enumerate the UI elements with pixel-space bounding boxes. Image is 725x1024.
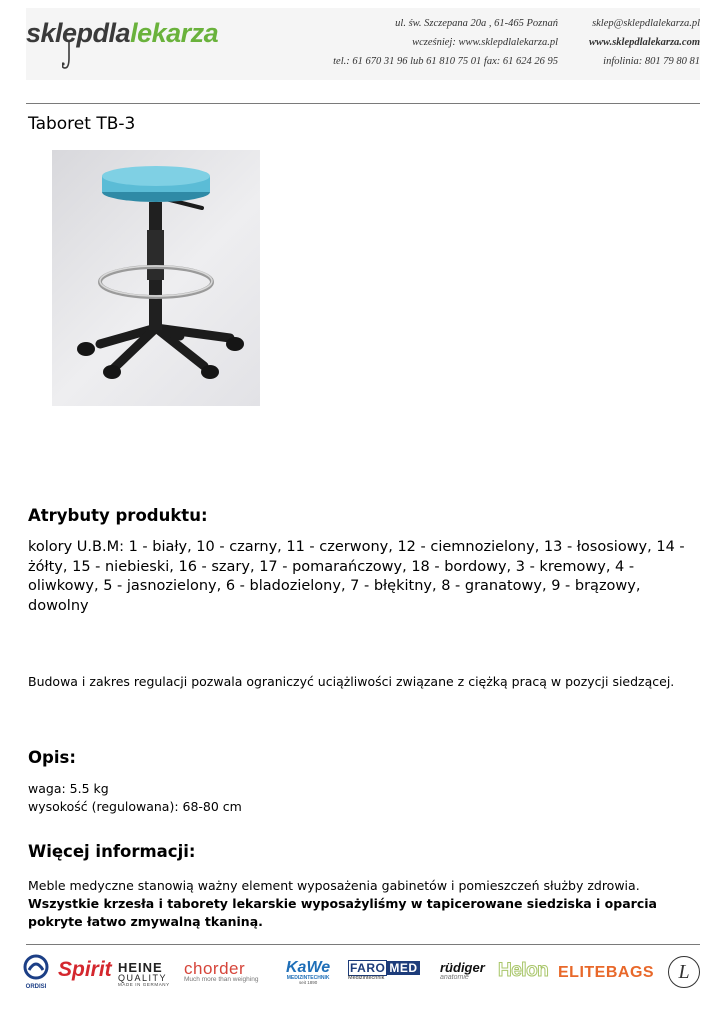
brand-kawe[interactable] (286, 960, 330, 986)
phone-fax-line: tel.: 61 670 31 96 lub 61 810 75 01 fax: 61 624 26 95 (333, 56, 558, 67)
brand-heine[interactable] (118, 961, 170, 988)
brand-kawe-name: KaWe (286, 959, 331, 976)
brand-helon[interactable]: Helon (498, 960, 549, 981)
stool-illustration (52, 150, 260, 406)
spec-weight: waga: 5.5 kg (28, 781, 109, 796)
brand-faromed-name2: MED (389, 961, 418, 975)
shop-logo[interactable] (26, 20, 218, 47)
brand-heine-name: HEINE (118, 960, 163, 975)
logo-part-sklep: sklep (26, 18, 93, 48)
brand-chorder[interactable] (184, 960, 258, 984)
brand-faromed-name: FARO (350, 961, 386, 975)
logo-part-dla: dla (92, 18, 131, 48)
former-website-line: wcześniej: www.sklepdlalekarza.pl (412, 37, 558, 48)
brand-rudiger-name: rüdiger (440, 960, 485, 975)
more-info-text: Meble medyczne stanowią ważny element wyposażenia gabinetów i pomieszczeń służby zdrowia. (28, 878, 640, 893)
brand-spirit[interactable]: Spirit (58, 958, 112, 981)
contact-address-block (333, 14, 558, 71)
brand-littmann[interactable]: L (668, 956, 700, 988)
brand-chorder-tagline: Much more than weighing (184, 976, 259, 983)
brand-heine-quality: QUALITY (118, 973, 168, 983)
brand-heine-tag: MADE IN GERMANY (118, 982, 170, 987)
email-link[interactable]: sklep@sklepdlalekarza.pl (592, 18, 700, 29)
contact-online-block (589, 14, 700, 71)
product-image (52, 150, 260, 406)
stethoscope-icon (62, 42, 76, 72)
product-title: Taboret TB-3 (28, 114, 136, 134)
hotline-line: infolinia: 801 79 80 81 (603, 56, 700, 67)
brand-rudiger-sub: anatomie (440, 974, 469, 981)
intro-paragraph: Budowa i zakres regulacji pozwala ograniczyć uciążliwości związane z ciężką pracą w pozycji siedzącej. (28, 674, 675, 689)
brand-kawe-tag: seit 1890 (298, 980, 318, 985)
brand-chorder-name: chorder (184, 959, 246, 978)
spec-height: wysokość (regulowana): 68-80 cm (28, 799, 242, 814)
description-heading: Opis: (28, 748, 76, 767)
brand-kawe-sub: MEDIZINTECHNIK (286, 975, 330, 981)
footer-divider (26, 944, 700, 945)
address-line: ul. św. Szczepana 20a , 61-465 Poznań (395, 18, 558, 29)
brand-logos-strip (22, 952, 702, 998)
header-divider (26, 103, 700, 104)
logo-part-lekarza: lekarza (130, 18, 219, 48)
ordisi-icon (23, 954, 49, 980)
brand-rudiger[interactable] (440, 961, 485, 981)
website-link[interactable]: www.sklepdlalekarza.com (588, 37, 700, 48)
more-info-heading: Więcej informacji: (28, 842, 196, 861)
page-header (26, 8, 700, 80)
attributes-colors: kolory U.B.M: 1 - biały, 10 - czarny, 11 - czerwony, 12 - ciemnozielony, 13 - łososiowy, 14 - żółty, 15 - niebieski, 16 - szary, 17 - pomarańczowy, 18 - bordowy, 3 - kremowy, 4 - oliwkowy, 5 - jasnozielony, 6 - bladozielony, 7 - błękitny, 8 - granatowy, 9 - brązowy, dowolny (28, 539, 685, 614)
brand-ordisi[interactable] (22, 954, 50, 990)
more-info-bold-text: Wszystkie krzesła i taborety lekarskie wyposażyliśmy w tapicerowane siedziska i oparcia pokryte łatwo zmywalną tkaniną. (28, 896, 657, 929)
brand-faromed-logotype (348, 962, 420, 974)
brand-faromed[interactable] (348, 962, 420, 982)
brand-faromed-sub: Medizintechnik (348, 975, 385, 981)
brand-ordisi-name: ORDISI (25, 984, 47, 990)
attributes-heading: Atrybuty produktu: (28, 506, 208, 525)
brand-elitebags[interactable]: ELITEBAGS (558, 964, 655, 981)
